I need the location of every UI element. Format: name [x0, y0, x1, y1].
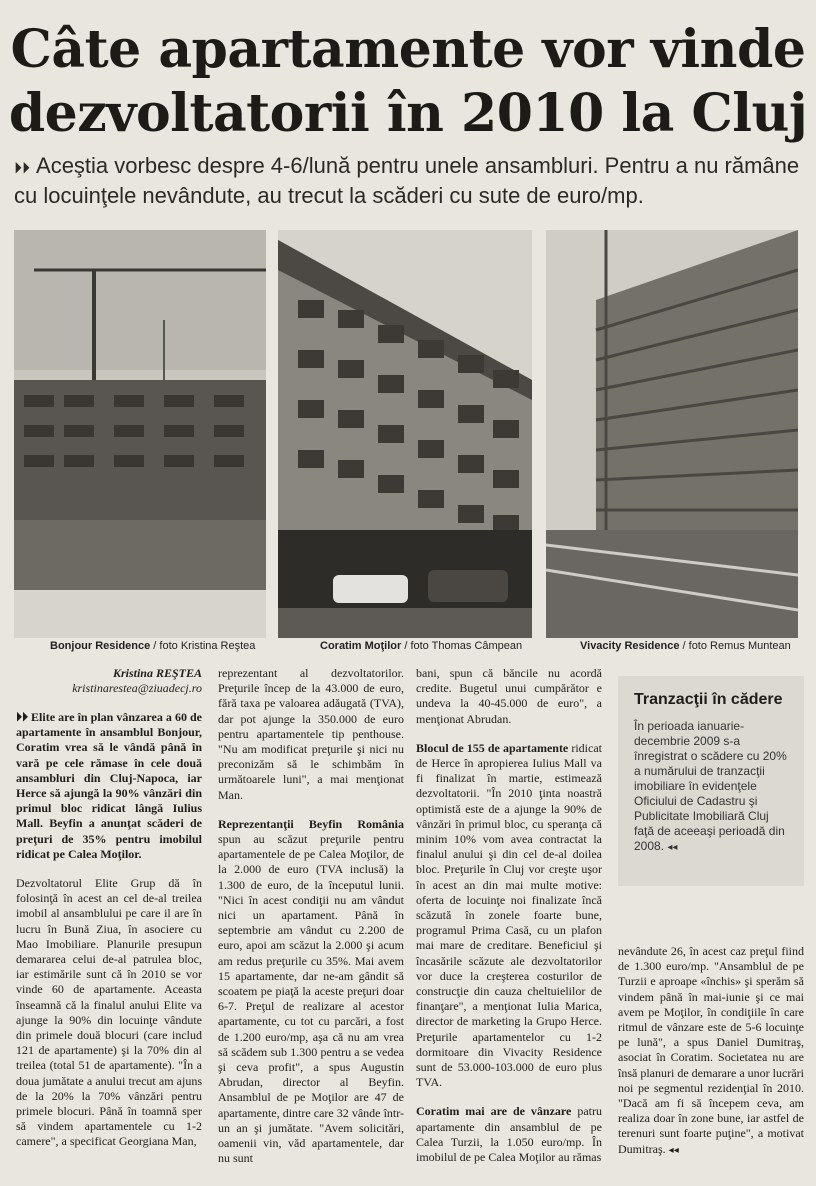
column-3-paragraph-3 [416, 1104, 602, 1165]
photo-vivacity-residence [546, 230, 798, 638]
article-column-3 [416, 666, 602, 1165]
headline [0, 18, 816, 146]
column-3-paragraph-2-text: ridicat de Herce în apropierea Iulius Mall va fi finalizat în martie, estimează dezvoltatorii. "În 2010 ţinta noastră optimistă este de a ajunge la 90% de vânzări în primul bloc, cu speranţa că minim 10% vom avea contractat la finalul anului şi din cel de-al doilea bloc. Preţurile în Cluj vor creşte uşor în acest an din mai multe motive: oferta de locuinţe noi finalizate încă scăzută în zonele foarte bune, programul Prima Casă, cu un plafon mai mare de creditare. Beneficiul şi încasările scăzute ale dezvoltatorilor vor duce la creşterea costurilor de construcţie din cauza cheltuielilor de finanţare", a menţionat Iulia Marica, director de marketing la Grupo Herce. Preţurile apartamentelor cu 1-2 dormitoare din Vivacity Residence sunt de 53.000-103.000 de euro plus TVA. [416, 740, 602, 1090]
sidebar-box-tranzactii [618, 676, 804, 886]
lede-arrow-icon: ⏵⏵ [14, 160, 31, 177]
column-4-paragraph [618, 944, 804, 1158]
photo-caption-1 [50, 640, 255, 652]
caption-credit-1: / foto Kristina Reştea [150, 640, 256, 652]
photo-coratim-motilor [278, 230, 532, 638]
caption-credit-2: / foto Thomas Câmpean [401, 640, 523, 652]
subheading-beyfin: Reprezentanţii Beyfin România [218, 816, 404, 831]
caption-credit-3: / foto Remus Muntean [679, 640, 791, 652]
sidebar-box-text-body: În perioada ianuarie-decembrie 2009 s-a înregistrat o scădere cu 20% a numărului de tranzacţii imobiliare în evidenţele Oficiului de Cadastru şi Publicitate Imobiliară Cluj faţă de aceeaşi perioadă din 2008. [634, 719, 787, 853]
byline-email: kristinarestea@ziuadecj.ro [72, 681, 202, 695]
column-3-paragraph-3-text: patru apartamente din ansamblul de pe Calea Turzii, la 1.050 euro/mp. În imobilul de pe Calea Moţilor au rămas [416, 1104, 602, 1165]
lede [14, 152, 806, 209]
column-2-paragraph-2 [218, 817, 404, 1167]
column-1-body: Dezvoltatorul Elite Grup dă în folosinţă în acest an cel de-al treilea imobil al ansamblului pe care il are în lucru în Bună Ziua, în asociere cu Mao Imobiliare. Planurile presupun demararea celui de-al patrulea bloc, iar estimările sunt că în 2010 se vor vinde 60 de apartamente. Aceasta înseamnă că la finalul anului Elite va ajunge la 90% din locuinţe vândute din primele două blocuri (care includ 121 de apartamente) şi la 70% din al treilea (total 51 de apartamente). "În a doua jumătate a anului trecut am ajuns de la 20% la 70% vânzări pentru primele blocuri. Până în toamnă sper să vindem apartamentele cu 1-2 camere", a specificat Georgiana Man, [16, 876, 202, 1149]
byline [16, 666, 202, 696]
column-3-paragraph-2 [416, 741, 602, 1091]
caption-title-2: Coratim Moţilor [320, 640, 402, 652]
caption-title-1: Bonjour Residence [50, 640, 151, 652]
photo-caption-3 [580, 640, 791, 652]
article-column-4 [618, 944, 804, 1158]
column-2-paragraph-2-text: spun au scăzut preţurile pentru apartamentele de pe Calea Moţilor, de la 2.000 de euro (TVA inclusă) la 1.300 de euro, de la începutul lunii. "Nici în acest condiţii nu am vândut nici un apartament. Până în septembrie am vândut cu 2.200 de euro, apoi am scăzut la 2.000 şi acum am redus preţurile cu 35%. Mai avem 15 apartamente, dar ne-am gândit să scoatem pe piaţă la aceste preţuri doar 6-7. Preţul de realizare al acestor apartamente, cu tot cu parcări, a fost de 1.200 euro/mp, aşa că nu am vrea să scădem sub 1.300 pentru a se vedea şi ceva profit", a spus Augustin Abrudan, director al Beyfin. Ansamblul de pe Moţilor are 47 de apartamente, dintre care 32 vânde într-un an şi jumătate. "Avem solicitări, oamenii vin, văd apartamentele, dar nu sunt [218, 832, 404, 1166]
article-end-mark-icon: ◂◂ [668, 1144, 679, 1156]
lead-paragraph: ⏵⏵ Elite are în plan vânzarea a 60 de apartamente în ansamblul Bonjour, Coratim vrea să le vândă până în vară pe cele rămase în cele două ansambluri din Cluj-Napoca, iar Herce să ajungă la 90% vânzări din primul bloc ridicat lângă Iulius Mall. Beyfin a anunţat scăderi de preţuri de 35% pentru imobilul ridicat pe Calea Moţilor. [16, 710, 202, 861]
subheading-herce: Blocul de 155 de apartamente [416, 740, 569, 755]
subheading-coratim: Coratim mai are de vânzare [416, 1104, 572, 1119]
lede-text: Aceştia vorbesc despre 4-6/lună pentru unele ansambluri. Pentru a nu rămâne cu locuinţele nevândute, au trecut la scăderi cu sute de euro/mp. [14, 153, 800, 208]
article-column-2 [218, 666, 404, 1167]
caption-title-3: Vivacity Residence [580, 640, 680, 652]
photo-bonjour-residence [14, 230, 266, 638]
headline-line-2: dezvoltatorii în 2010 la Cluj [8, 83, 808, 144]
column-2-paragraph-1: reprezentant al dezvoltatorilor. Preţurile încep de la 43.000 de euro, fără taxa pe valoarea adăugată (TVA), dar pot ajunge la 350.000 de euro pentru apartamentele tip penthouse. "Nu am modificat preţurile şi nici nu preconizăm să le schimbăm în următoarele luni", a mai menţionat Man. [218, 666, 404, 802]
article-column-1 [16, 666, 202, 1164]
sidebar-box-title: Tranzacţii în cădere [634, 691, 783, 708]
sidebar-box-text [634, 719, 788, 855]
byline-author: Kristina REŞTEA [112, 666, 202, 680]
column-3-paragraph-1: bani, spun că băncile nu acordă credite. Bugetul unui cumpărător e undeva la 40-45.000 de euro", a menţionat Abrudan. [416, 666, 602, 726]
photo-caption-2 [320, 640, 522, 652]
headline-line-1: Câte apartamente vor vinde [10, 19, 806, 80]
column-4-text: nevândute 26, în acest caz preţul fiind de 1.300 euro/mp. "Ansamblul de pe Turzii e aproape «închis» şi sperăm să vindem până în mai-iunie şi ce mai avem pe Moţilor, în condiţiile în care ritmul de vânzare este de 5-6 locuinţe pe lună", a spus Daniel Dumitraş, asociat în Coratim. Societatea nu are însă planuri de demarare a unor lucrări noi pe segmentul rezidenţial în 2010. "Dacă am fi să începem ceva, am realiza doar în zone bune, iar astfel de terenuri sunt foarte puţine", a motivat Dumitraş. [618, 944, 804, 1156]
end-mark-icon: ◂◂ [667, 842, 678, 853]
